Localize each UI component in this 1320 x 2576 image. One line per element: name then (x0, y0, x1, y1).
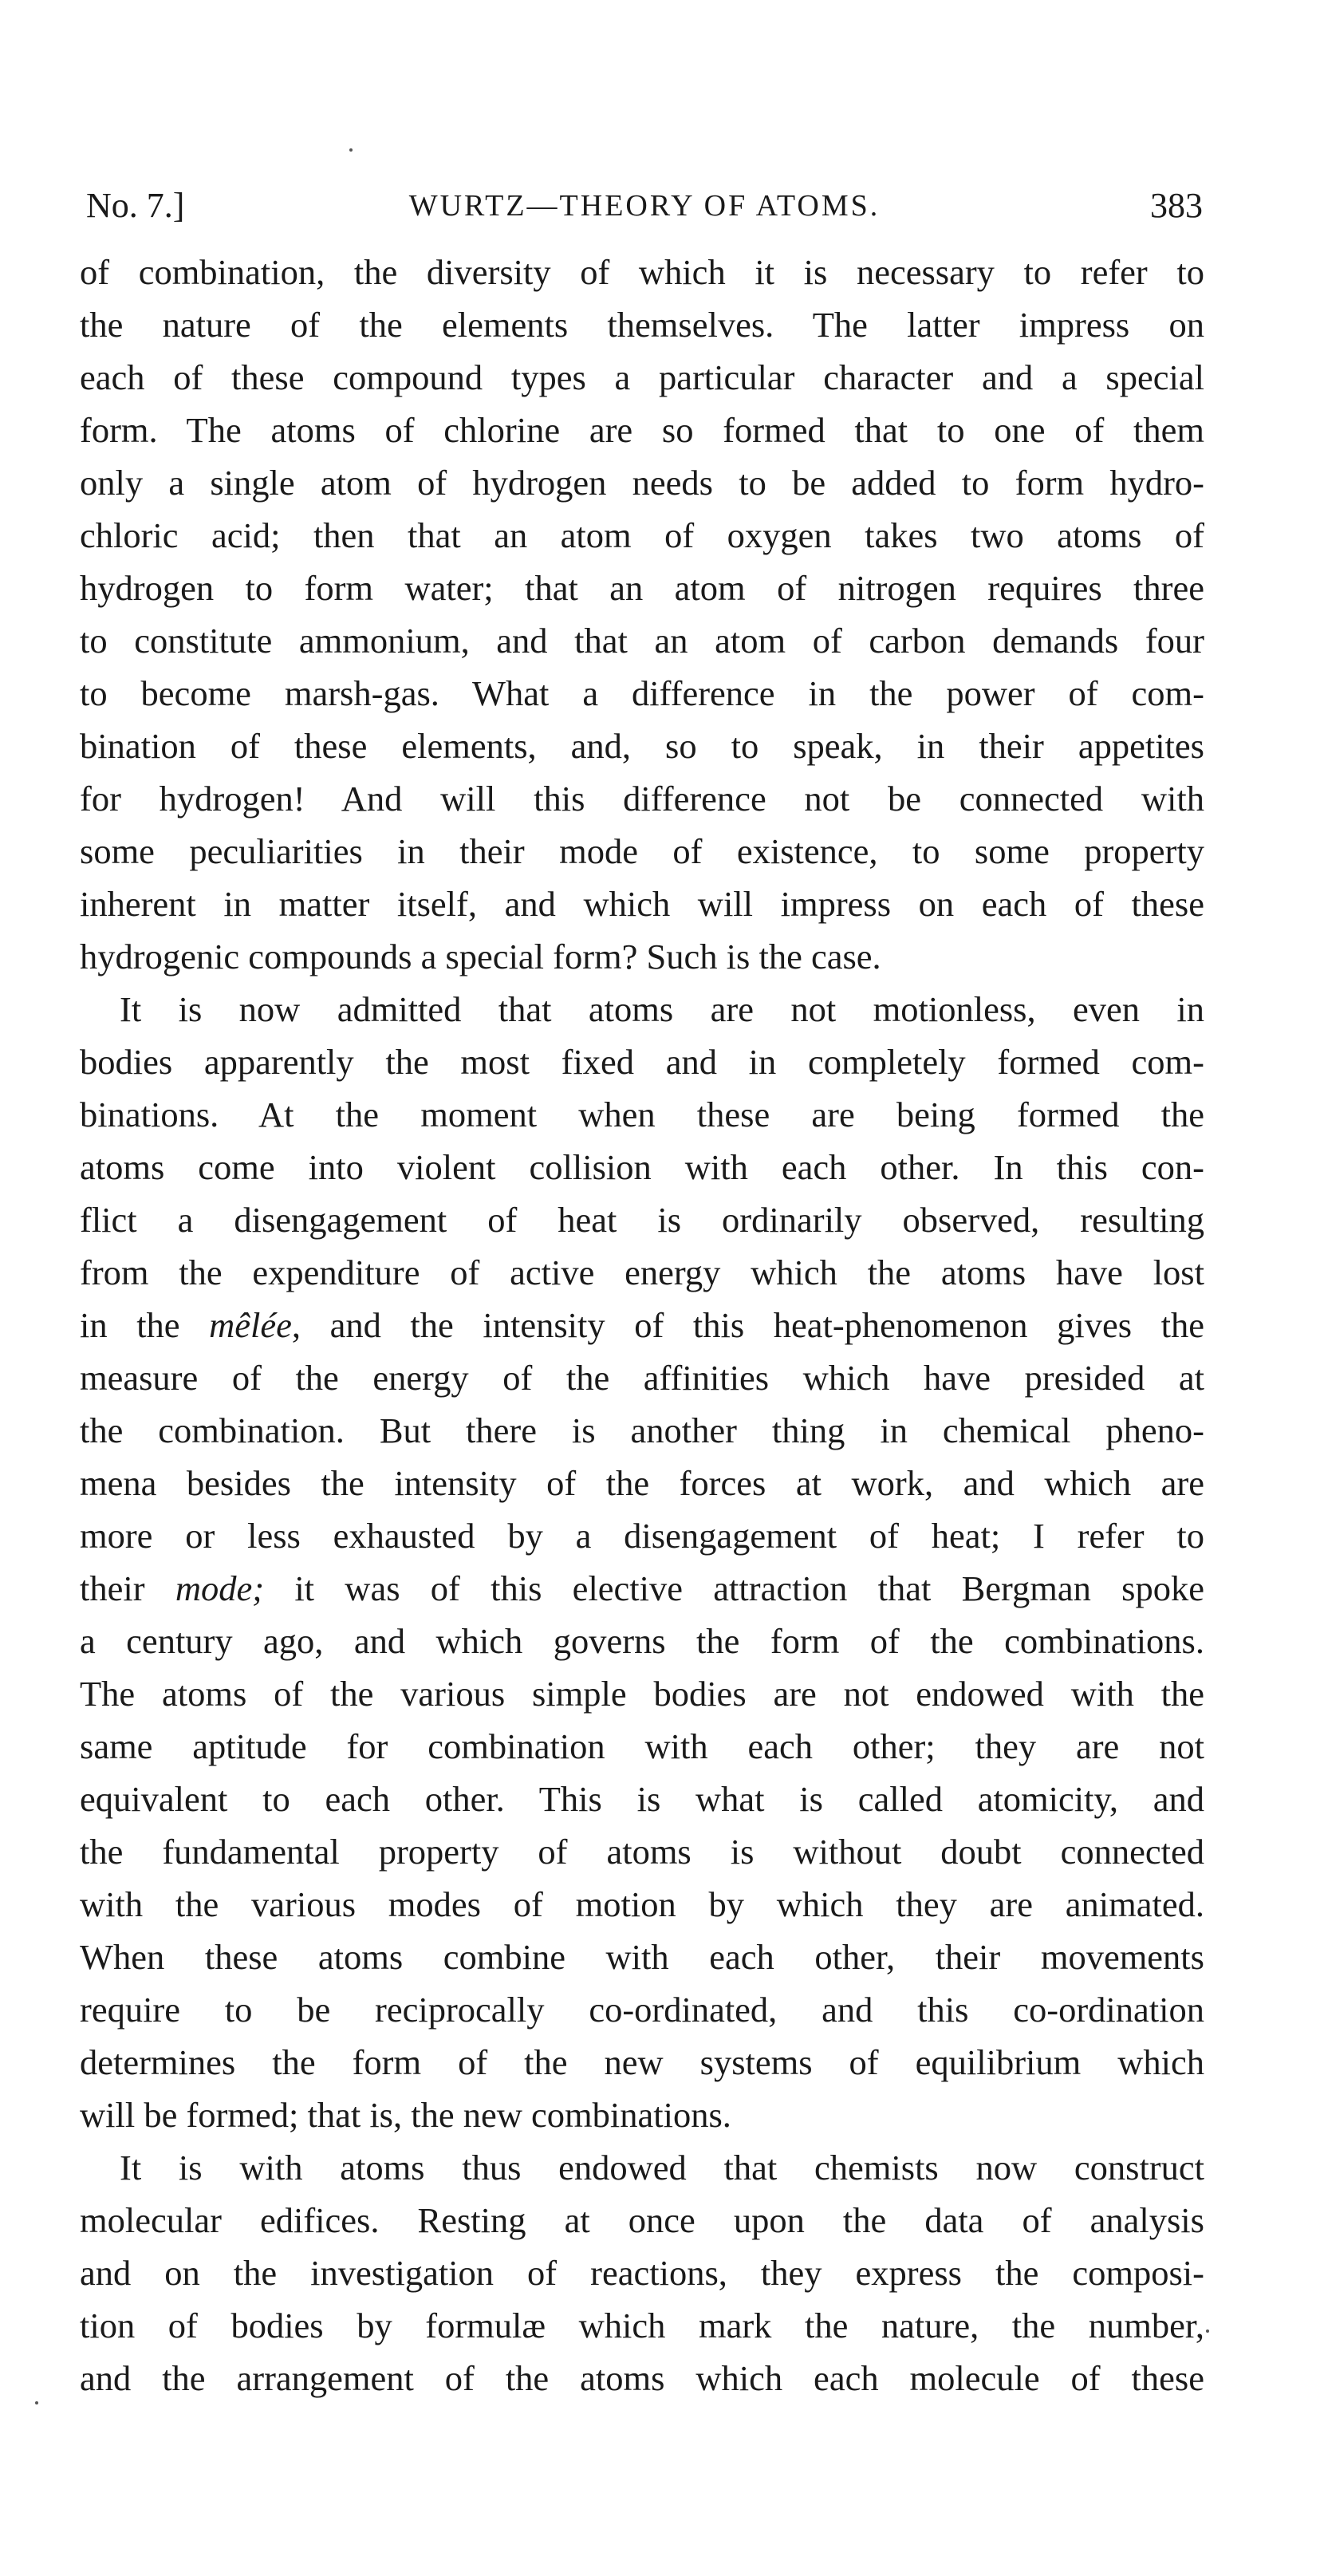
running-head (86, 182, 1203, 230)
text-line: The atoms of the various simple bodies are not endowed with the (80, 1674, 1204, 1714)
text-line: some peculiarities in their mode of existence, to some property (80, 831, 1204, 871)
ink-speck (35, 2401, 38, 2404)
text-line: their mode; it was of this elective attraction that Bergman spoke (80, 1568, 1204, 1608)
text-line: mena besides the intensity of the forces at work, and which are (80, 1463, 1204, 1503)
text-line: binations. At the moment when these are being formed the (80, 1095, 1204, 1134)
ink-speck (1206, 2329, 1209, 2333)
text-line: and on the investigation of reactions, they express the composi- (80, 2253, 1204, 2293)
text-line: inherent in matter itself, and which will impress on each of these (80, 884, 1204, 924)
text-line: measure of the energy of the affinities which have presided at (80, 1358, 1204, 1398)
text-line: from the expenditure of active energy which the atoms have lost (80, 1252, 1204, 1292)
text-line: bination of these elements, and, so to speak, in their appetites (80, 726, 1204, 766)
text-line: hydrogenic compounds a special form? Such is the case. (80, 937, 881, 976)
text-line: require to be reciprocally co-ordinated, and this co-ordination (80, 1990, 1204, 2030)
paragraph-1 (80, 246, 1204, 983)
text-line: of combination, the diversity of which it is necessary to refer to (80, 252, 1204, 292)
text-line: more or less exhausted by a disengagement of heat; I refer to (80, 1516, 1204, 1556)
paragraph-3 (80, 2141, 1204, 2404)
text-line: for hydrogen! And will this difference not be connected with (80, 779, 1204, 819)
text-line: to become marsh-gas. What a difference in the power of com- (80, 673, 1204, 713)
text-line: with the various modes of motion by which they are animated. (80, 1884, 1204, 1924)
text-line: in the mêlée, and the intensity of this heat-phenomenon gives the (80, 1305, 1204, 1345)
page-number: 383 (1150, 186, 1203, 225)
text-line: molecular edifices. Resting at once upon the data of analysis (80, 2200, 1204, 2240)
italic-word: mode; (175, 1568, 265, 1608)
text-line: tion of bodies by formulæ which mark the nature, the number, (80, 2306, 1204, 2345)
text-line: to constitute ammonium, and that an atom of carbon demands four (80, 621, 1204, 661)
text-line: same aptitude for combination with each other; they are not (80, 1726, 1204, 1766)
text-line: equivalent to each other. This is what is called atomicity, and (80, 1779, 1204, 1819)
text-line: hydrogen to form water; that an atom of nitrogen requires three (80, 568, 1204, 608)
italic-word: mêlée (209, 1305, 292, 1345)
text-line: It is now admitted that atoms are not motionless, even in (120, 989, 1204, 1029)
body-text (80, 246, 1204, 2404)
text-line: will be formed; that is, the new combinations. (80, 2095, 731, 2135)
running-title: WURTZ—THEORY OF ATOMS. (408, 189, 881, 223)
text-line: the combination. But there is another thing in chemical pheno- (80, 1410, 1204, 1450)
issue-number: No. 7.] (86, 186, 185, 225)
text-line: form. The atoms of chlorine are so formed that to one of them (80, 410, 1204, 450)
text-line: chloric acid; then that an atom of oxygen takes two atoms of (80, 515, 1204, 555)
text-line: flict a disengagement of heat is ordinarily observed, resulting (80, 1200, 1204, 1240)
text-line: and the arrangement of the atoms which each molecule of these (80, 2358, 1204, 2398)
text-line: determines the form of the new systems of equilibrium which (80, 2042, 1204, 2082)
text-line: each of these compound types a particular character and a special (80, 357, 1204, 397)
text-line: atoms come into violent collision with each other. In this con- (80, 1147, 1204, 1187)
text-line: only a single atom of hydrogen needs to be added to form hydro- (80, 463, 1204, 503)
text-line: the nature of the elements themselves. The latter impress on (80, 305, 1204, 345)
paragraph-2 (80, 983, 1204, 2141)
ink-speck (349, 148, 353, 152)
text-line: When these atoms combine with each other, their movements (80, 1937, 1204, 1977)
text-line: bodies apparently the most fixed and in completely formed com- (80, 1042, 1204, 1082)
text-line: a century ago, and which governs the form of the combinations. (80, 1621, 1204, 1661)
text-line: the fundamental property of atoms is without doubt connected (80, 1832, 1204, 1872)
text-line: It is with atoms thus endowed that chemists now construct (120, 2148, 1204, 2187)
